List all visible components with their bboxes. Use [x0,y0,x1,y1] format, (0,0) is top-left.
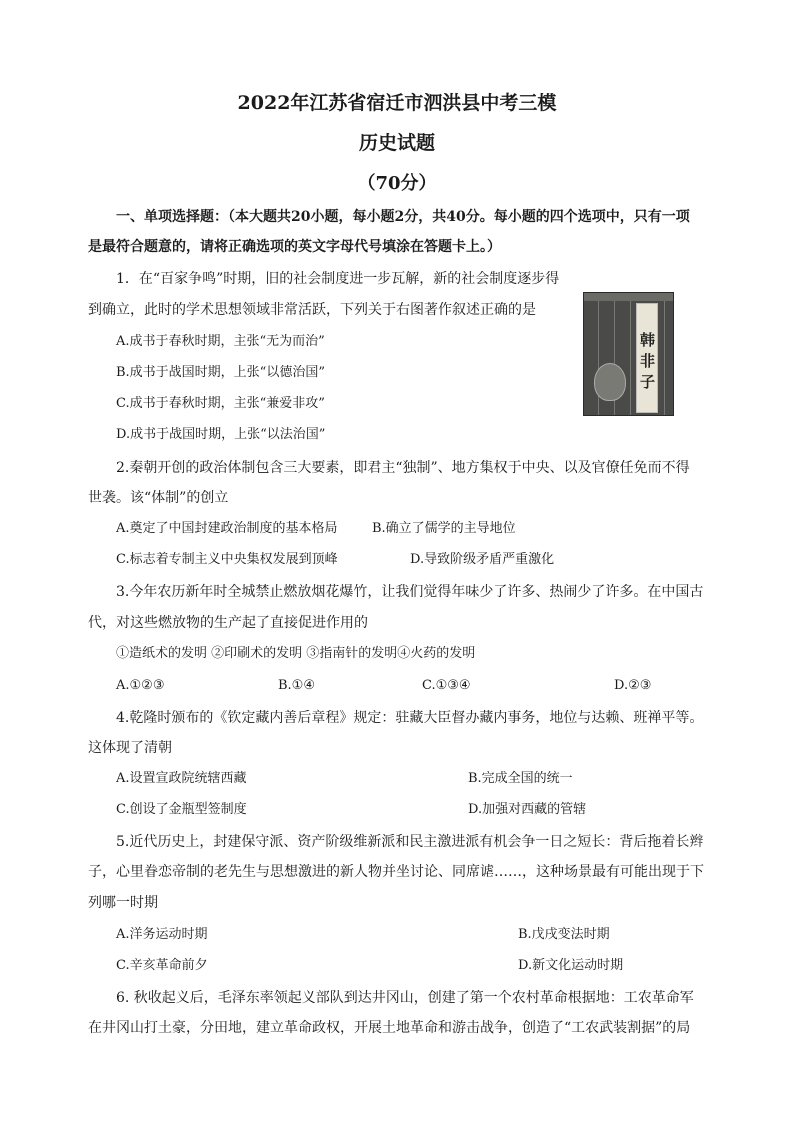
q4-option-c: C.创设了金瓶型签制度 [116,802,247,817]
q3-option-b: B.①④ [278,678,315,693]
q4-option-a: A.设置宣政院统辖西藏 [116,771,247,786]
q3-items: ①造纸术的发明 ②印刷术的发明 ③指南针的发明④火药的发明 [116,646,476,661]
q5-stem-line1: 5.近代历史上，封建保守派、资产阶级维新派和民主激进派有机会争一日之短长：背后拖着长辫 [116,834,704,850]
q5-option-b: B.戊戌变法时期 [518,927,610,942]
q1-option-a: A.成书于春秋时期，主张“无为而治” [116,334,325,349]
portrait-illustration [594,363,626,401]
q4-stem-line1: 4.乾隆时颁布的《钦定藏内善后章程》规定：驻藏大臣督办藏内事务，地位与达赖、班禅平等。 [116,710,704,726]
section-instruction-line2: 是最符合题意的，请将正确选项的英文字母代号填涂在答题卡上。） [88,239,501,255]
q5-option-a: A.洋务运动时期 [116,927,208,942]
q6-stem-line2: 在井冈山打土豪，分田地，建立革命政权，开展土地革命和游击战争，创造了“工农武装割据”的局 [88,1020,691,1036]
book-title-label: 韩非子 [636,303,658,413]
q2-stem-line1: 2.秦朝开创的政治体制包含三大要素，即君主“独制”、地方集权于中央、以及官僚任免而不得 [116,460,690,476]
q2-option-d: D.导致阶级矛盾严重激化 [410,552,555,567]
q3-option-c: C.①③④ [422,678,471,693]
q3-stem-line1: 3.今年农历新年时全城禁止燃放烟花爆竹，让我们觉得年味少了许多、热闹少了许多。在中国古 [116,584,704,600]
exam-subtitle: 历史试题 [358,132,435,154]
q2-option-a: A.奠定了中国封建政治制度的基本格局 [116,521,338,536]
book-cover-image [583,292,674,416]
q5-stem-line3: 列哪一时期 [88,895,158,911]
q1-option-d: D.成书于战国时期，上张“以法治国” [116,427,326,442]
q4-option-b: B.完成全国的统一 [468,771,573,786]
q3-option-a: A.①②③ [116,678,165,693]
exam-title: 2022年江苏省宿迁市泗洪县中考三模 [237,92,557,114]
q2-option-c: C.标志着专制主义中央集权发展到顶峰 [116,552,338,567]
q5-stem-line2: 子，心里眷恋帝制的老先生与思想激进的新人物并坐讨论、同席谑……，这种场景最有可能出现于下 [88,864,704,880]
q4-option-d: D.加强对西藏的管辖 [468,802,587,817]
q1-stem-line2: 到确立，此时的学术思想领域非常活跃，下列关于右图著作叙述正确的是 [88,302,536,318]
q2-stem-line2: 世袭。该“体制”的创立 [88,490,229,506]
q5-option-d: D.新文化运动时期 [518,958,624,973]
exam-score: （70分） [357,173,437,194]
q1-stem-line1: 1．在“百家争鸣”时期，旧的社会制度进一步瓦解，新的社会制度逐步得 [116,271,560,287]
q5-option-c: C.辛亥革命前夕 [116,958,208,973]
q1-option-b: B.成书于战国时期，上张“以德治国” [116,365,325,380]
q3-option-d: D.②③ [614,678,652,693]
q2-option-b: B.确立了儒学的主导地位 [372,521,516,536]
q6-stem-line1: 6. 秋收起义后，毛泽东率领起义部队到达井冈山，创建了第一个农村革命根据地：工农革命军 [116,990,694,1006]
q3-stem-line2: 代，对这些燃放物的生产起了直接促进作用的 [88,615,368,631]
q4-stem-line2: 这体现了清朝 [88,740,172,756]
q1-option-c: C.成书于春秋时期，主张“兼爱非攻” [116,396,325,411]
section-instruction-line1: 一、单项选择题：（本大题共20小题，每小题2分，共40分。每小题的四个选项中，只有一项 [116,209,690,225]
